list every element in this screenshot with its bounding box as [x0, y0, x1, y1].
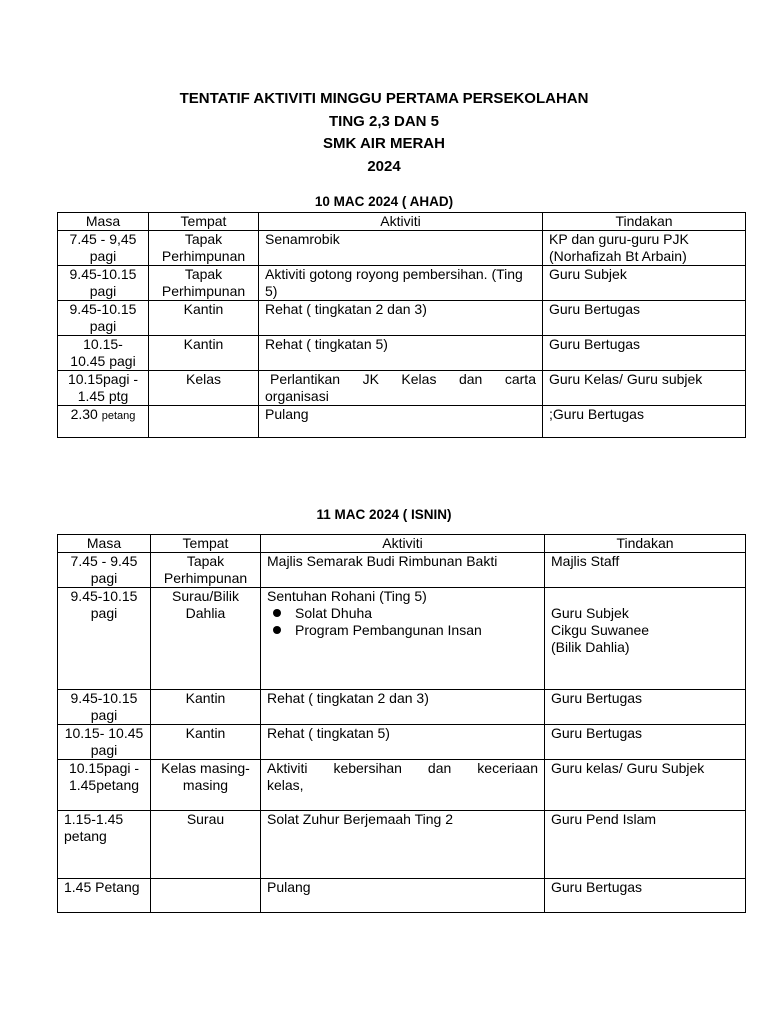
- cell-tempat: Kantin: [151, 690, 261, 725]
- aktiviti-text: Sentuhan Rohani (Ting 5): [267, 588, 427, 604]
- cell-aktiviti: Aktiviti gotong royong pembersihan. (Ting 5): [259, 266, 543, 301]
- cell-masa: 10.15pagi - 1.45 ptg: [58, 371, 149, 406]
- cell-masa: 1.45 Petang: [58, 879, 151, 913]
- cell-aktiviti: Solat Zuhur Berjemaah Ting 2: [261, 811, 545, 879]
- cell-tindakan: Guru Bertugas: [545, 725, 746, 760]
- cell-aktiviti: Rehat ( tingkatan 5): [259, 336, 543, 371]
- cell-aktiviti: Rehat ( tingkatan 5): [261, 725, 545, 760]
- cell-tindakan: Guru Bertugas: [543, 301, 746, 336]
- cell-tempat: Kelas: [149, 371, 259, 406]
- cell-tempat: Tapak Perhimpunan: [149, 266, 259, 301]
- cell-tindakan: Guru kelas/ Guru Subjek: [545, 760, 746, 811]
- cell-masa: 9.45-10.15 pagi: [58, 301, 149, 336]
- cell-aktiviti: [259, 371, 543, 406]
- cell-aktiviti: [261, 760, 545, 811]
- table-row: [58, 879, 746, 913]
- header-aktiviti: Aktiviti: [259, 213, 543, 231]
- cell-masa: 7.45 - 9.45 pagi: [58, 553, 151, 588]
- cell-tindakan: Guru Pend Islam: [545, 811, 746, 879]
- table-row: [58, 811, 746, 879]
- title-line-3: SMK AIR MERAH: [323, 135, 445, 152]
- table-row: [58, 725, 746, 760]
- header-tindakan: Tindakan: [545, 535, 746, 553]
- table-row: [58, 301, 746, 336]
- tindakan-line: (Bilik Dahlia): [551, 639, 630, 655]
- aktiviti-line: organisasi: [265, 388, 329, 404]
- table-row: [58, 553, 746, 588]
- cell-aktiviti: Senamrobik: [259, 231, 543, 266]
- table-row: [58, 371, 746, 406]
- table-row: [58, 336, 746, 371]
- cell-tindakan: Majlis Staff: [545, 553, 746, 588]
- cell-aktiviti: Rehat ( tingkatan 2 dan 3): [259, 301, 543, 336]
- header-aktiviti: Aktiviti: [261, 535, 545, 553]
- cell-masa: 7.45 - 9,45 pagi: [58, 231, 149, 266]
- aktiviti-line: Aktiviti kebersihan dan keceriaan: [267, 760, 538, 776]
- cell-tempat: Surau: [151, 811, 261, 879]
- list-item: Program Pembangunan Insan: [295, 622, 538, 639]
- cell-masa: 9.45-10.15 pagi: [58, 690, 151, 725]
- aktiviti-line: kelas,: [267, 777, 304, 793]
- title-line-2: TING 2,3 DAN 5: [328, 112, 440, 130]
- cell-aktiviti: [261, 588, 545, 690]
- cell-tempat: Kantin: [151, 725, 261, 760]
- cell-tindakan: Guru Kelas/ Guru subjek: [543, 371, 746, 406]
- table-row: [58, 231, 746, 266]
- document-title: [0, 88, 768, 178]
- cell-masa: 10.15- 10.45 pagi: [58, 336, 149, 371]
- list-item: Solat Dhuha: [295, 605, 538, 622]
- cell-tempat: [151, 879, 261, 913]
- cell-tempat: Kantin: [149, 336, 259, 371]
- cell-masa: 10.15pagi - 1.45petang: [58, 760, 151, 811]
- table-row: [58, 266, 746, 301]
- cell-tempat: Tapak Perhimpunan: [151, 553, 261, 588]
- cell-tempat: [149, 406, 259, 438]
- title-line-1: TENTATIF AKTIVITI MINGGU PERTAMA PERSEKOLAHAN: [179, 90, 589, 107]
- cell-tindakan: Guru Subjek: [543, 266, 746, 301]
- cell-tempat: Kantin: [149, 301, 259, 336]
- table-header-row: [58, 213, 746, 231]
- header-masa: Masa: [58, 535, 151, 553]
- bullet-list: [267, 605, 538, 639]
- table-row: [58, 760, 746, 811]
- cell-aktiviti: Pulang: [259, 406, 543, 438]
- cell-tindakan: ;Guru Bertugas: [543, 406, 746, 438]
- cell-aktiviti: Pulang: [261, 879, 545, 913]
- cell-masa: [58, 406, 149, 438]
- cell-tindakan: KP dan guru-guru PJK (Norhafizah Bt Arbain): [543, 231, 746, 266]
- header-masa: Masa: [58, 213, 149, 231]
- tindakan-line: Cikgu Suwanee: [551, 622, 650, 638]
- title-line-4: 2024: [367, 157, 401, 175]
- masa-small-text: petang: [101, 410, 136, 422]
- cell-masa: 9.45-10.15 pagi: [58, 266, 149, 301]
- cell-tindakan: [545, 588, 746, 690]
- cell-tindakan: Guru Bertugas: [545, 690, 746, 725]
- cell-masa: 9.45-10.15 pagi: [58, 588, 151, 690]
- table-row: [58, 690, 746, 725]
- day1-heading: 10 MAC 2024 ( AHAD): [314, 194, 454, 209]
- cell-tindakan: Guru Bertugas: [545, 879, 746, 913]
- aktiviti-line: Perlantikan JK Kelas dan carta: [270, 371, 536, 387]
- cell-aktiviti: Rehat ( tingkatan 2 dan 3): [261, 690, 545, 725]
- cell-aktiviti: Majlis Semarak Budi Rimbunan Bakti: [261, 553, 545, 588]
- cell-tempat: Kelas masing-masing: [151, 760, 261, 811]
- table-row: [58, 406, 746, 438]
- masa-text: 2.30: [70, 406, 98, 422]
- day2-heading: 11 MAC 2024 ( ISNIN): [316, 507, 452, 522]
- schedule-table-day1: [57, 212, 746, 438]
- cell-masa: 10.15- 10.45 pagi: [58, 725, 151, 760]
- header-tindakan: Tindakan: [543, 213, 746, 231]
- schedule-table-day2: [57, 534, 746, 913]
- table-row: [58, 588, 746, 690]
- cell-tempat: Surau/Bilik Dahlia: [151, 588, 261, 690]
- header-tempat: Tempat: [151, 535, 261, 553]
- header-tempat: Tempat: [149, 213, 259, 231]
- table-header-row: [58, 535, 746, 553]
- cell-tindakan: Guru Bertugas: [543, 336, 746, 371]
- cell-tempat: Tapak Perhimpunan: [149, 231, 259, 266]
- tindakan-line: Guru Subjek: [551, 605, 629, 621]
- cell-masa: 1.15-1.45 petang: [58, 811, 151, 879]
